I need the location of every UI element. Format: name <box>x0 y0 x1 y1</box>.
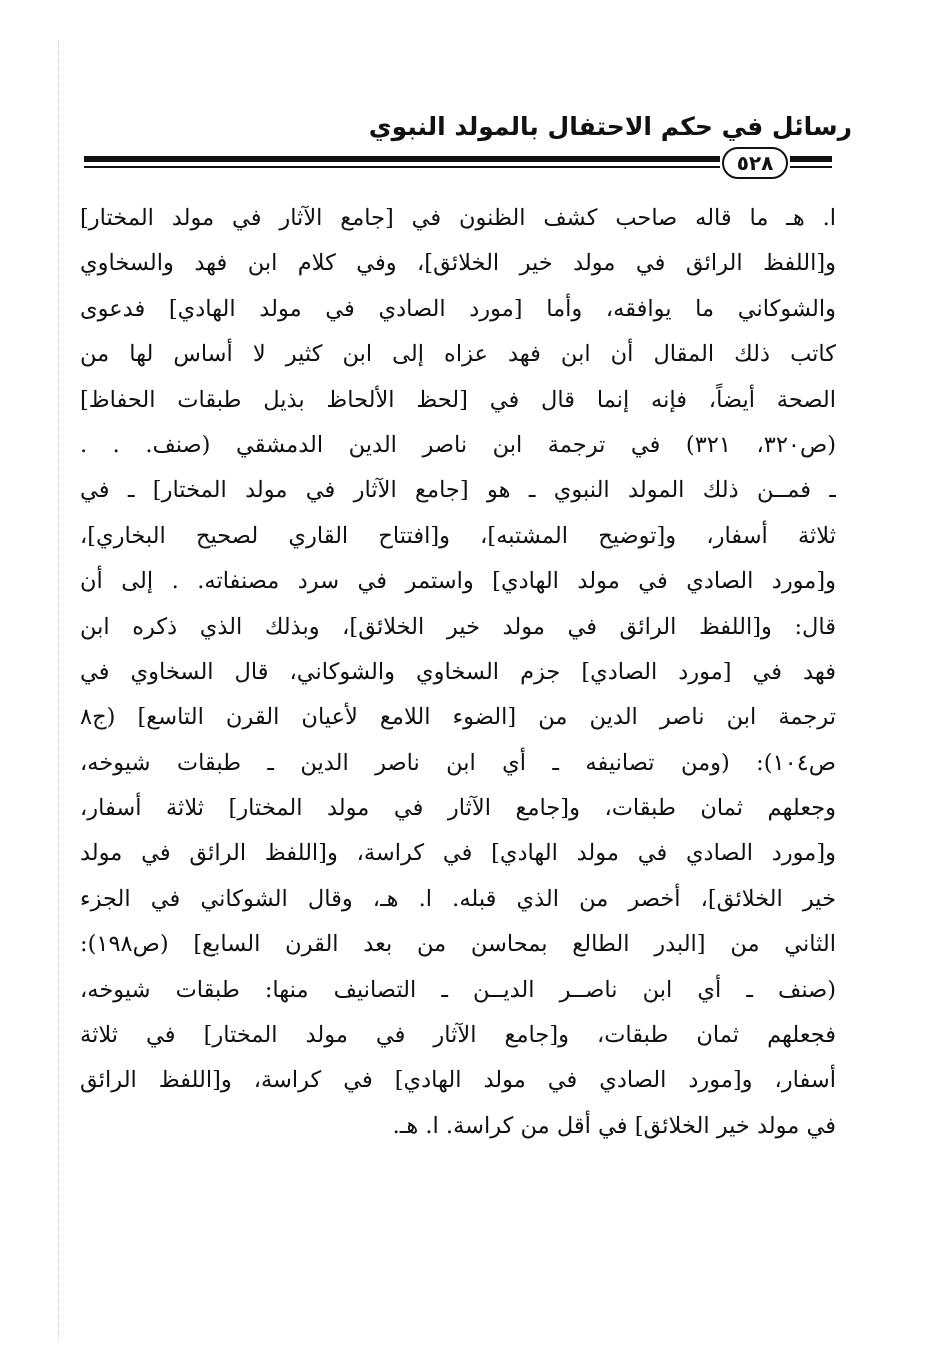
text-line: و[اللفظ الرائق في مولد خير الخلائق]، وفي كلام ابن فهد والسخاوي <box>80 250 836 277</box>
header-rule-right-thin <box>790 166 832 168</box>
text-line: والشوكاني ما يوافقه، وأما [مورد الصادي في مولد الهادي] فدعوى <box>80 295 836 322</box>
scan-edge-line <box>58 40 59 1340</box>
text-line: أسفار، و[مورد الصادي في مولد الهادي] في كراسة، و[اللفظ الرائق <box>80 1067 836 1094</box>
text-line: في مولد خير الخلائق] في أقل من كراسة. ا. هـ. <box>392 1112 836 1139</box>
text-line: و[مورد الصادي في مولد الهادي] واستمر في سرد مصنفاته. . إلى أن <box>80 568 836 595</box>
text-line: الثاني من [البدر الطالع بمحاسن من بعد القرن السابع] (ص١٩٨): <box>80 931 836 958</box>
text-line: فهد في [مورد الصادي] جزم السخاوي والشوكاني، قال السخاوي في <box>80 658 836 685</box>
text-line: ثلاثة أسفار، و[توضيح المشتبه]، و[افتتاح القاري لصحيح البخاري]، <box>80 522 836 549</box>
text-line: خير الخلائق]، أخصر من الذي قبله. ا. هـ، وقال الشوكاني في الجزء <box>80 885 836 912</box>
text-line: ص١٠٤): (ومن تصانيفه ـ أي ابن ناصر الدين ـ طبقات شيوخه، <box>80 749 836 776</box>
text-line: و[مورد الصادي في مولد الهادي] في كراسة، و[اللفظ الرائق في مولد <box>80 840 836 867</box>
text-line: ـ فمــن ذلك المولد النبوي ـ هو [جامع الآثار في مولد المختار] ـ في <box>80 477 836 504</box>
text-line: قال: و[اللفظ الرائق في مولد خير الخلائق]، وبذلك الذي ذكره ابن <box>80 613 836 640</box>
text-line: ا. هـ ما قاله صاحب كشف الظنون في [جامع الآثار في مولد المختار] <box>80 205 836 231</box>
text-line: كاتب ذلك المقال أن ابن فهد عزاه إلى ابن كثير لا أساس لها من <box>80 341 836 368</box>
header-rule <box>84 156 720 162</box>
text-line: (ص٣٢٠، ٣٢١) في ترجمة ابن ناصر الدين الدمشقي (صنف. . . <box>80 431 836 458</box>
running-title: رسائل في حكم الاحتفال بالمولد النبوي <box>368 112 852 141</box>
body-text <box>80 196 836 1149</box>
text-line: ترجمة ابن ناصر الدين من [الضوء اللامع لأعيان القرن التاسع] (ج٨ <box>80 704 836 731</box>
page-number-badge: ٥٢٨ <box>722 147 788 179</box>
text-line: الصحة أيضاً، فإنه إنما قال في [لحظ الألحاظ بذيل طبقات الحفاظ] <box>80 386 836 413</box>
text-line: فجعلهم ثمان طبقات، و[جامع الآثار في مولد المختار] في ثلاثة <box>80 1022 836 1049</box>
text-line: وجعلهم ثمان طبقات، و[جامع الآثار في مولد المختار] ثلاثة أسفار، <box>80 795 836 822</box>
header-rule-right <box>790 156 832 162</box>
header-rule-thin <box>84 166 720 168</box>
text-line: (صنف ـ أي ابن ناصــر الديــن ـ التصانيف منها: طبقات شيوخه، <box>80 976 836 1003</box>
